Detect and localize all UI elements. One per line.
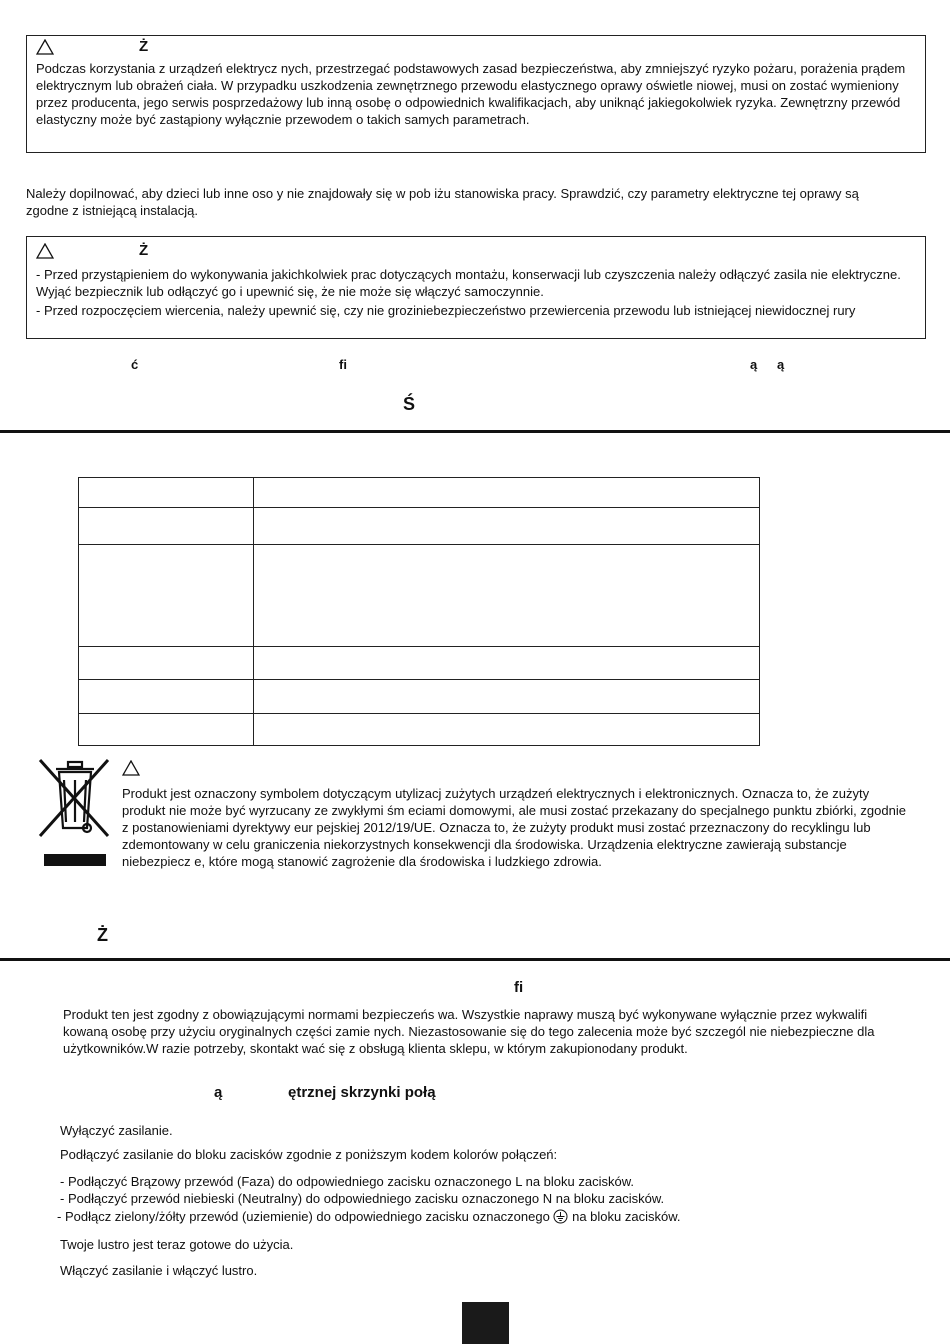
- install-heading-a: ą: [214, 1084, 223, 1101]
- install-step-4: Włączyć zasilanie i włączyć lustro.: [60, 1263, 258, 1278]
- install-wire-3-tail: na bloku zacisków.: [572, 1209, 681, 1224]
- section-divider: [0, 958, 950, 961]
- warning-2-line-2: - Przed rozpoczęciem wiercenia, należy upewnić się, czy nie groziniebezpieczeństwo przewiercenia przewodu lub istniejącej niewidocznej rury: [36, 303, 856, 318]
- fragment-2: fi: [339, 357, 347, 372]
- install-heading-b: ętrznej skrzynki połą: [288, 1084, 436, 1101]
- section-warranty-heading: Ż: [97, 925, 108, 945]
- warranty-subheading: fi: [514, 979, 524, 996]
- spec-cell: [254, 714, 760, 746]
- section-divider: [0, 430, 950, 433]
- install-step-1: Wyłączyć zasilanie.: [60, 1123, 173, 1138]
- install-wire-1: - Podłączyć Brązowy przewód (Faza) do odpowiedniego zacisku oznaczonego L na bloku zacisków.: [60, 1174, 634, 1189]
- spec-cell: [254, 478, 760, 508]
- weee-bin-icon: [38, 758, 110, 870]
- fragment-3: ą: [750, 357, 758, 372]
- fragment-4: ą: [777, 357, 785, 372]
- intro-text: Należy dopilnować, aby dzieci lub inne oso y nie znajdowały się w pob iżu stanowiska pracy. Sprawdzić, czy parametry elektryczne tej oprawy są zgodne z istniejącą instalacją.: [26, 186, 859, 218]
- spec-cell: [79, 714, 254, 746]
- warning-1-heading: Ż: [139, 38, 149, 55]
- warning-triangle-icon: [122, 760, 140, 776]
- install-wire-2: - Podłączyć przewód niebieski (Neutralny) do odpowiedniego zacisku oznaczonego N na bloku zacisków.: [60, 1191, 665, 1206]
- page-number-block: [462, 1302, 509, 1344]
- spec-cell: [79, 680, 254, 714]
- warning-2-heading: Ż: [139, 242, 149, 259]
- spec-cell: [79, 647, 254, 680]
- install-step-2: Podłączyć zasilanie do bloku zacisków zgodnie z poniższym kodem kolorów połączeń:: [60, 1147, 558, 1162]
- spec-cell: [79, 478, 254, 508]
- section-spec-heading: Ś: [403, 394, 416, 414]
- warning-triangle-icon: [36, 39, 54, 55]
- warning-triangle-icon: [36, 243, 54, 259]
- spec-cell: [254, 508, 760, 545]
- warning-1-text: Podczas korzystania z urządzeń elektrycz nych, przestrzegać podstawowych zasad bezpieczeństwa, aby zmniejszyć ryzyko pożaru, porażenia prądem elektrycznym lub obrażeń ciała. W przypadku uszkodzenia zewnętrznego przewodu elastycznego oprawy oświetle niowej, musi on zostać wymieniony przez producenta, jego serwis posprzedażowy lub inną osobę o odpowiednich kwalifikacjach, aby uniknąć jakiegokolwiek ryzyka. Zewnętrzny przewód elastyczny może być zastąpiony wyłącznie przewodem o takich samych parametrach.: [36, 61, 906, 127]
- install-step-3: Twoje lustro jest teraz gotowe do użycia.: [60, 1237, 294, 1252]
- install-wire-3-text: - Podłącz zielony/żółty przewód (uziemienie) do odpowiedniego zacisku oznaczonego: [57, 1209, 550, 1224]
- spec-cell: [79, 545, 254, 647]
- spec-cell: [254, 545, 760, 647]
- spec-cell: [79, 508, 254, 545]
- spec-cell: [254, 680, 760, 714]
- earth-ground-icon: [553, 1209, 568, 1224]
- install-wire-3: [57, 1208, 681, 1225]
- recycling-text: Produkt jest oznaczony symbolem dotyczącym utylizacj zużytych urządzeń elektrycznych i elektronicznych. Oznacza to, że zużyty produkt nie może być wyrzucany ze zwykłymi śm eciami domowymi, ale musi zostać przekazany do specjalnego punktu zbiórki, zgodnie z postanowieniami dyrektywy eur pejskiej 2012/19/UE. Oznacza to, że zużyty produkt musi zostać przeznaczony do recyklingu lub zdemontowany w celu graniczenia niekorzystnych konsekwencji dla środowiska. Urządzenia elektryczne zawierają substancje niebezpiecz e, które mogą stanowić zagrożenie dla środowiska i ludzkiego zdrowia.: [122, 786, 906, 869]
- fragment-1: ć: [131, 357, 139, 372]
- spec-cell: [254, 647, 760, 680]
- spec-table: [78, 477, 760, 746]
- warning-2-line-1: - Przed przystąpieniem do wykonywania jakichkolwiek prac dotyczących montażu, konserwacji lub czyszczenia należy odłączyć zasila nie elektryczne. Wyjąć bezpiecznik lub odłączyć go i upewnić się, że nie może się włączyć samoczynnie.: [36, 267, 901, 299]
- warranty-text: Produkt ten jest zgodny z obowiązującymi normami bezpieczeńs wa. Wszystkie naprawy muszą być wykonywane wyłącznie przez wykwalifi kowaną osobę przy użyciu oryginalnych części zamie nych. Niezastosowanie się do tego zalecenia może być szczegól nie niebezpieczne dla użytkowników.W razie potrzeby, skontakt wać się z obsługą klienta sklepu, w którym zakupionodany produkt.: [63, 1007, 875, 1056]
